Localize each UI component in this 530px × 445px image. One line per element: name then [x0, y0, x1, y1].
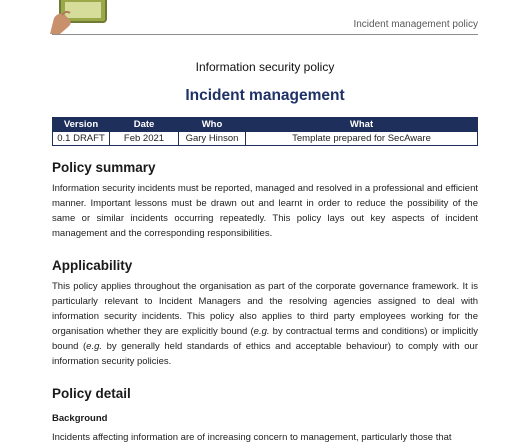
document-subtitle: Information security policy	[195, 60, 335, 74]
applicability-text-part: This policy applies throughout the organisation as part of the corporate governance framework. It is particularly relevant to Incident Managers and the resolving agencies assigned to deal with information security incidents. This policy also applies to third party employees working for the organisation whether they are explicitly bound (	[52, 281, 478, 337]
column-header-what: What	[246, 118, 478, 132]
section-heading-detail: Policy detail	[52, 386, 131, 401]
cell-version: 0.1 DRAFT	[53, 132, 110, 146]
applicability-text-part: by generally held standards of ethics and acceptable behaviour) to comply with our information security policies.	[52, 341, 478, 367]
cell-who: Gary Hinson	[179, 132, 246, 146]
section-heading-applicability: Applicability	[52, 258, 133, 273]
eg-abbreviation: e.g.	[86, 341, 103, 352]
document-title: Incident management	[185, 87, 345, 104]
applicability-text-part: by contractual terms and conditions) or implicitly bound (	[52, 326, 479, 352]
version-table	[52, 117, 478, 146]
version-table-header-row	[53, 118, 478, 132]
section-body-applicability	[52, 279, 478, 369]
running-header-title: Incident management policy	[353, 19, 478, 30]
column-header-who: Who	[179, 118, 246, 132]
column-header-version: Version	[53, 118, 110, 132]
eg-abbreviation: e.g.	[253, 326, 270, 337]
document-body	[52, 60, 478, 445]
cell-what: Template prepared for SecAware	[246, 132, 478, 146]
column-header-date: Date	[110, 118, 179, 132]
section-heading-summary: Policy summary	[52, 160, 156, 175]
header-rule	[52, 34, 478, 35]
subsection-heading-background: Background	[52, 413, 108, 424]
cell-date: Feb 2021	[110, 132, 179, 146]
section-body-summary: Information security incidents must be reported, managed and resolved in a professional and efficient manner. Important lessons must be drawn out and learnt in order to reduce the possibility of the same or similar incidents occurring repeatedly. This policy lays out key aspects of incident management and the corresponding responsibilities.	[52, 183, 478, 239]
tablet-in-hand-icon	[48, 0, 110, 36]
section-body-background: Incidents affecting information are of increasing concern to management, particularly those that	[52, 432, 452, 443]
table-row	[53, 132, 478, 146]
